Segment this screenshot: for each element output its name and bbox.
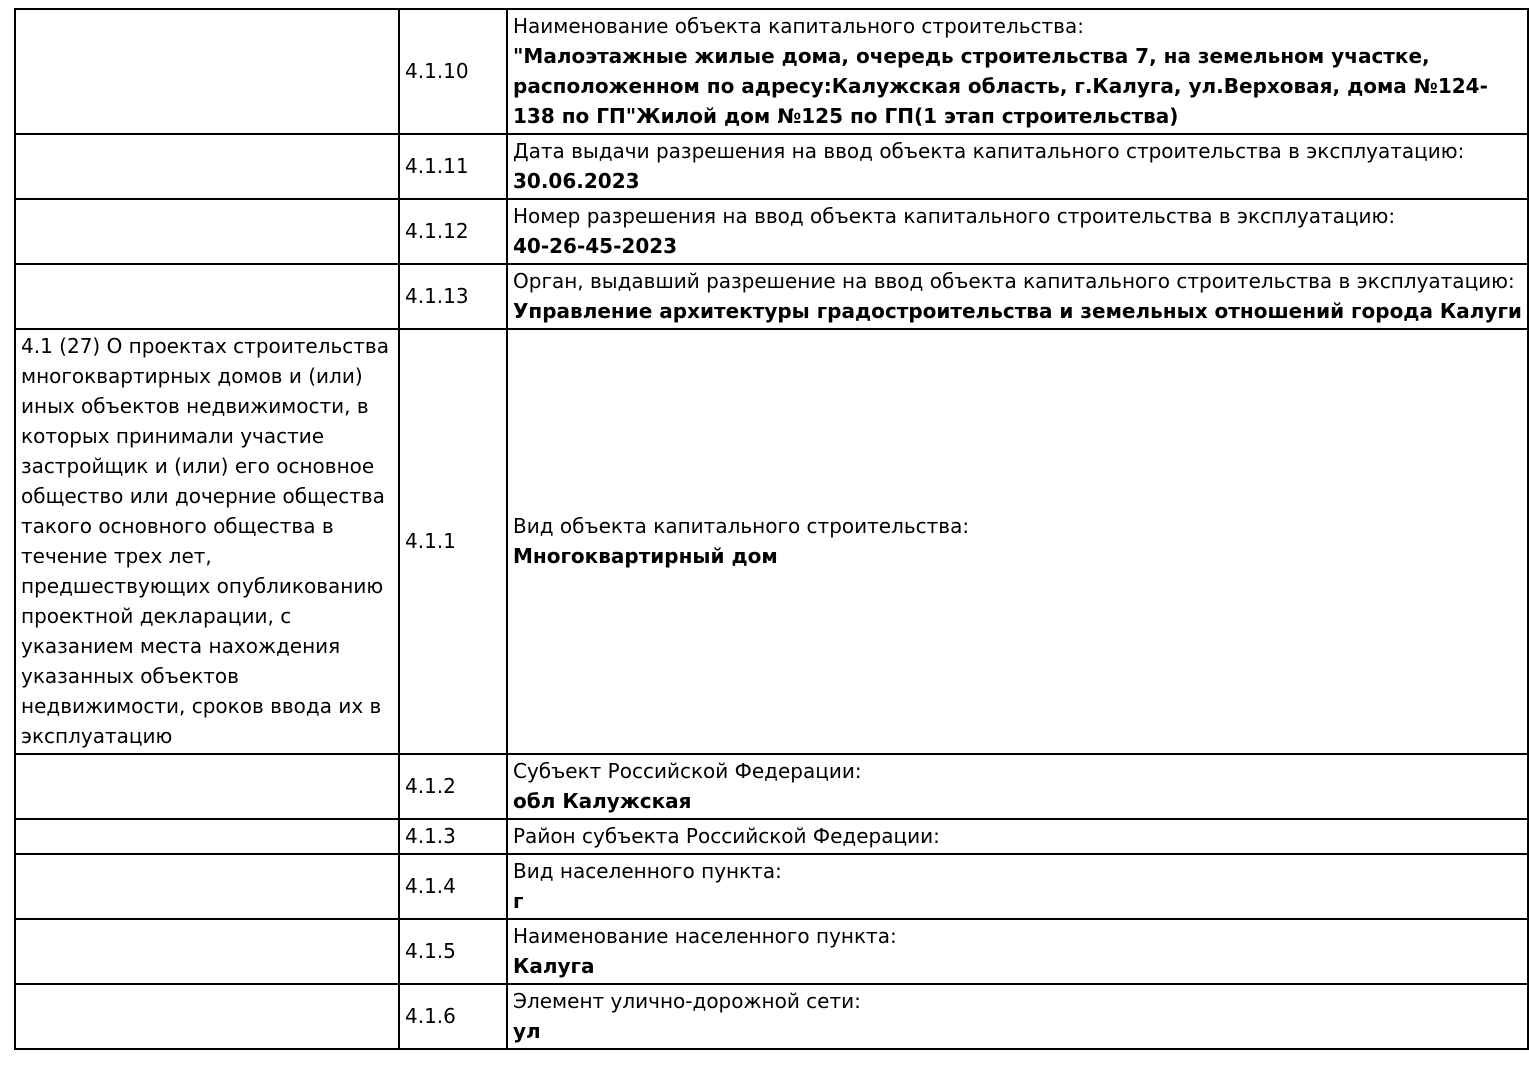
- table-row: [15, 199, 1528, 264]
- row-id-cell: 4.1.6: [399, 984, 507, 1049]
- field-value: ул: [513, 1019, 541, 1043]
- declaration-table: [14, 8, 1529, 1050]
- section-cell: 4.1 (27) О проектах строительства многоквартирных домов и (или) иных объектов недвижимости, в которых принимали участие застройщик и (или) его основное общество или дочерние общества такого основного общества в течение трех лет, предшествующих опубликованию проектной декларации, с указанием места нахождения указанных объектов недвижимости, сроков ввода их в эксплуатацию: [15, 329, 399, 754]
- row-id-cell: 4.1.13: [399, 264, 507, 329]
- field-label: Наименование объекта капитального строительства:: [513, 14, 1084, 38]
- row-content-cell: [507, 199, 1528, 264]
- row-id-cell: 4.1.3: [399, 819, 507, 854]
- section-cell: [15, 9, 399, 134]
- table-row: [15, 9, 1528, 134]
- row-id-cell: 4.1.12: [399, 199, 507, 264]
- section-cell: [15, 854, 399, 919]
- row-content-cell: [507, 984, 1528, 1049]
- section-cell: [15, 754, 399, 819]
- field-value: 40-26-45-2023: [513, 234, 678, 258]
- row-content-cell: [507, 919, 1528, 984]
- field-label: Субъект Российской Федерации:: [513, 759, 862, 783]
- table-row: [15, 754, 1528, 819]
- section-cell: [15, 264, 399, 329]
- row-content-cell: [507, 819, 1528, 854]
- field-label: Район субъекта Российской Федерации:: [513, 824, 940, 848]
- row-content-cell: [507, 754, 1528, 819]
- table-row: [15, 819, 1528, 854]
- row-id-cell: 4.1.1: [399, 329, 507, 754]
- declaration-table-body: [15, 9, 1528, 1049]
- row-content-cell: [507, 329, 1528, 754]
- field-label: Вид объекта капитального строительства:: [513, 514, 970, 538]
- field-label: Дата выдачи разрешения на ввод объекта капитального строительства в эксплуатацию:: [513, 139, 1465, 163]
- row-content-cell: [507, 854, 1528, 919]
- field-label: Номер разрешения на ввод объекта капитального строительства в эксплуатацию:: [513, 204, 1396, 228]
- table-row: [15, 134, 1528, 199]
- row-id-cell: 4.1.2: [399, 754, 507, 819]
- section-cell: [15, 134, 399, 199]
- row-content-cell: [507, 9, 1528, 134]
- section-cell: [15, 984, 399, 1049]
- table-row: [15, 329, 1528, 754]
- field-value: Многоквартирный дом: [513, 544, 778, 568]
- row-content-cell: [507, 134, 1528, 199]
- field-label: Орган, выдавший разрешение на ввод объекта капитального строительства в эксплуатацию:: [513, 269, 1515, 293]
- field-value: 30.06.2023: [513, 169, 640, 193]
- field-label: Вид населенного пункта:: [513, 859, 782, 883]
- section-cell: [15, 819, 399, 854]
- field-label: Элемент улично-дорожной сети:: [513, 989, 861, 1013]
- row-id-cell: 4.1.11: [399, 134, 507, 199]
- table-row: [15, 984, 1528, 1049]
- table-row: [15, 919, 1528, 984]
- field-value: Управление архитектуры градостроительства и земельных отношений города Калуги: [513, 299, 1522, 323]
- field-value: "Малоэтажные жилые дома, очередь строительства 7, на земельном участке, расположенном по адресу:Калужская область, г.Калуга, ул.Верховая, дома №124-138 по ГП"Жилой дом №125 по ГП(1 этап строительства): [513, 44, 1488, 128]
- field-value: обл Калужская: [513, 789, 692, 813]
- field-label: Наименование населенного пункта:: [513, 924, 897, 948]
- field-value: г: [513, 889, 524, 913]
- row-id-cell: 4.1.4: [399, 854, 507, 919]
- table-row: [15, 264, 1528, 329]
- section-cell: [15, 919, 399, 984]
- row-content-cell: [507, 264, 1528, 329]
- row-id-cell: 4.1.10: [399, 9, 507, 134]
- row-id-cell: 4.1.5: [399, 919, 507, 984]
- section-cell: [15, 199, 399, 264]
- table-row: [15, 854, 1528, 919]
- field-value: Калуга: [513, 954, 595, 978]
